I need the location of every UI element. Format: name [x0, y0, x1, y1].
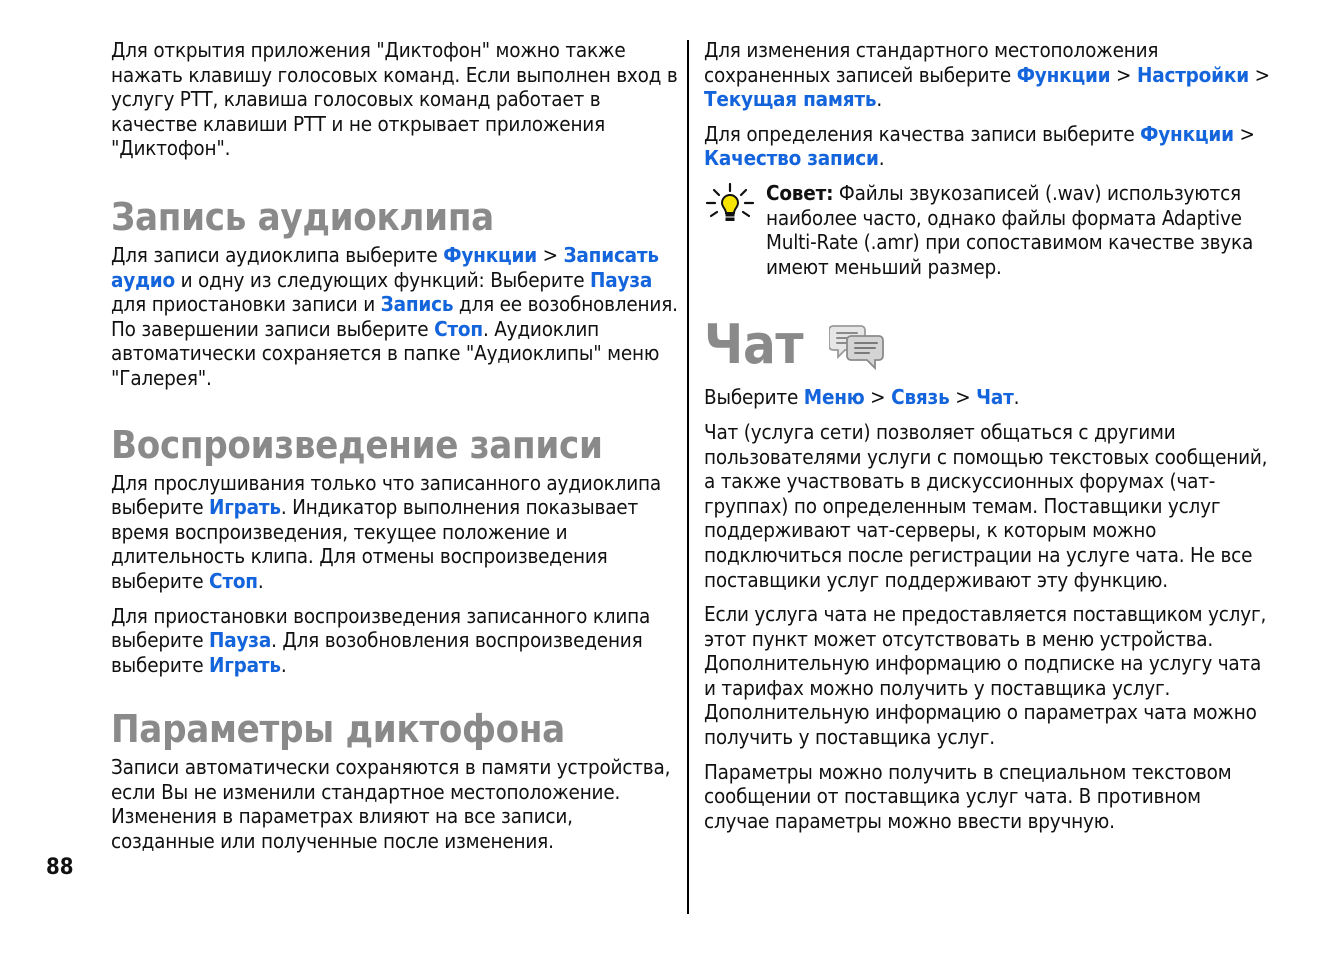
chat-heading-row — [704, 315, 1270, 375]
link-record[interactable]: Запись — [380, 292, 454, 317]
heading-chat: Чат — [704, 313, 804, 377]
heading-recorder-settings: Параметры диктофона — [111, 707, 565, 752]
lightbulb-tip-icon — [704, 181, 756, 231]
tip-label: Совет: — [766, 180, 834, 205]
link-stop-playback[interactable]: Стоп — [209, 568, 258, 593]
chat-paragraph-1: Чат (услуга сети) позволяет общаться с другими пользователями услуги с помощью текстовых сообщений, а также участвовать в дискуссионных форумах (чат-группах) по определенным темам. Поставщики услуг поддерживают чат-серверы, к которым можно подключиться после регистрации на услуге чата. Не все поставщики услуг поддерживают эту функцию. — [704, 419, 1268, 592]
link-stop[interactable]: Стоп — [434, 316, 483, 341]
link-functions-2[interactable]: Функции — [1016, 62, 1111, 87]
link-chat[interactable]: Чат — [976, 385, 1014, 410]
link-play[interactable]: Играть — [209, 495, 281, 520]
right-column — [704, 38, 1270, 843]
record-paragraph: Для записи аудиоклипа выберите Функции > Записать аудио и одну из следующих функций: Выберите Пауза для приостановки записи и Запись для ее возобновления. По завершении записи выберите Стоп. Аудиоклип автоматически сохраняется в папке "Аудиоклипы" меню "Галерея". — [111, 242, 678, 390]
heading-record-audio: Запись аудиоклипа — [111, 194, 494, 239]
chat-paragraph-2: Если услуга чата не предоставляется поставщиком услуг, этот пункт может отсутствовать в меню устройства. Дополнительную информацию о подписке на услугу чата и тарифах можно получить у поставщика услуг. Дополнительную информацию о параметрах чата можно получить у поставщика услуг. — [704, 602, 1267, 750]
quality-paragraph: Для определения качества записи выберите Функции > Качество записи. — [704, 121, 1255, 171]
chat-bubbles-icon — [829, 320, 887, 370]
heading-playback: Воспроизведение записи — [111, 422, 603, 467]
page-number: 88 — [46, 855, 74, 880]
link-connectivity[interactable]: Связь — [891, 385, 950, 410]
link-functions-3[interactable]: Функции — [1140, 121, 1234, 146]
memory-paragraph: Для изменения стандартного местоположения сохраненных записей выберите Функции > Настройки > Текущая память. — [704, 38, 1270, 112]
tip-block — [704, 181, 1270, 279]
playback-paragraph-1: Для прослушивания только что записанного аудиоклипа выберите Играть. Индикатор выполнения показывает время воспроизведения, текущее положение и длительность клипа. Для отмены воспроизведения выберите Стоп. — [111, 470, 661, 593]
playback-paragraph-2: Для приостановки воспроизведения записанного клипа выберите Пауза. Для возобновления воспроизведения выберите Играть. — [111, 603, 651, 677]
link-resume-play[interactable]: Играть — [209, 652, 281, 677]
link-pause[interactable]: Пауза — [590, 267, 653, 292]
link-menu[interactable]: Меню — [803, 385, 865, 410]
left-column — [111, 38, 679, 864]
settings-paragraph: Записи автоматически сохраняются в памяти устройства, если Вы не изменили стандартное местоположение. Изменения в параметрах влияют на все записи, созданные или полученные после изменения. — [111, 755, 671, 854]
chat-path-paragraph: Выберите Меню > Связь > Чат. — [704, 385, 1020, 410]
link-settings[interactable]: Настройки — [1136, 62, 1249, 87]
intro-paragraph: Для открытия приложения "Диктофон" можно также нажать клавишу голосовых команд. Если выполнен вход в услугу PTT, клавиша голосовых команд работает в качестве клавиши PTT и не открывает приложения "Диктофон". — [111, 38, 678, 161]
chat-paragraph-3: Параметры можно получить в специальном текстовом сообщении от поставщика услуг чата. В противном случае параметры можно ввести вручную. — [704, 759, 1232, 833]
link-current-memory[interactable]: Текущая память — [704, 87, 877, 112]
link-functions[interactable]: Функции — [443, 242, 537, 267]
link-pause-playback[interactable]: Пауза — [209, 628, 272, 653]
link-record-audio[interactable]: Записать аудио — [111, 242, 659, 292]
link-record-quality[interactable]: Качество записи — [704, 146, 879, 171]
tip-text: Совет: Файлы звукозаписей (.wav) используются наиболее часто, однако файлы формата Adaptive Multi-Rate (.amr) при сопоставимом качестве звука имеют меньший размер. — [766, 180, 1254, 279]
column-divider — [687, 40, 689, 914]
